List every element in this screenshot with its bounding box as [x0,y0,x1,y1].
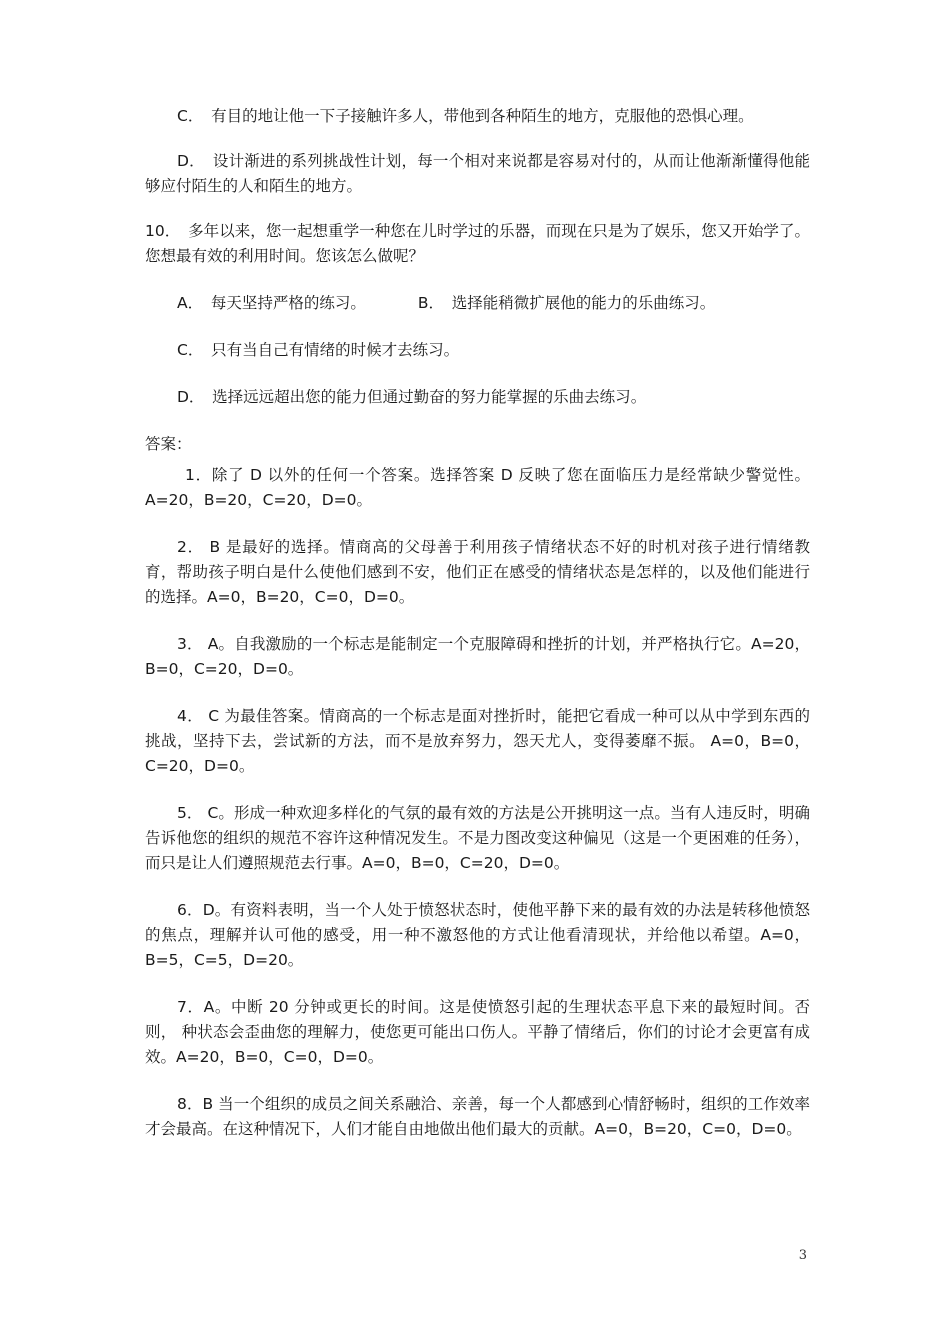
q10-options-ab [145,291,810,316]
answers-heading: 答案： [145,435,192,453]
q10-option-c: C． 只有当自己有情绪的时候才去练习。 [177,341,460,359]
answer-3: 3． A。自我激励的一个标志是能制定一个克服障碍和挫折的计划，并严格执行它。A=20，B=0，C=20，D=0。 [145,635,810,678]
answer-4: 4． C 为最佳答案。情商高的一个标志是面对挫折时，能把它看成一种可以从中学到东西的挑战，坚持下去，尝试新的方法，而不是放弃努力，怨天尤人，变得萎靡不振。 A=0，B=0，C=20，D=0。 [145,707,810,775]
page-number: 3 [798,1248,807,1263]
q9-option-c: C． 有目的地让他一下子接触许多人，带他到各种陌生的地方，克服他的恐惧心理。 [177,107,754,125]
answer-6: 6．D。有资料表明，当一个人处于愤怒状态时，使他平静下来的最有效的办法是转移他愤怒的焦点，理解并认可他的感受，用一种不激怒他的方式让他看清现状，并给他以希望。A=0，B=5，C=5，D=20。 [145,901,810,969]
q10-question: 10． 多年以来，您一起想重学一种您在儿时学过的乐器，而现在只是为了娱乐，您又开始学了。您想最有效的利用时间。您该怎么做呢？ [145,222,810,265]
answer-2: 2． B 是最好的选择。情商高的父母善于利用孩子情绪状态不好的时机对孩子进行情绪教育，帮助孩子明白是什么使他们感到不安，他们正在感受的情绪状态是怎样的，以及他们能进行的选择。A=0，B=20，C=0，D=0。 [145,538,810,606]
q10-option-a: A． 每天坚持严格的练习。 [177,294,366,312]
answer-7: 7．A。中断 20 分钟或更长的时间。这是使愤怒引起的生理状态平息下来的最短时间。否则， 种状态会歪曲您的理解力，使您更可能出口伤人。平静了情绪后，你们的讨论才会更富有成效。A=20，B=0，C=0，D=0。 [145,998,810,1066]
q10-option-b: B． 选择能稍微扩展他的能力的乐曲练习。 [417,294,716,312]
answer-1: 1．除了 D 以外的任何一个答案。选择答案 D 反映了您在面临压力是经常缺少警觉性。A=20，B=20，C=20，D=0。 [145,466,810,509]
answer-5: 5． C。形成一种欢迎多样化的气氛的最有效的方法是公开挑明这一点。当有人违反时，明确告诉他您的组织的规范不容许这种情况发生。不是力图改变这种偏见（这是一个更困难的任务），而只是让人们遵照规范去行事。A=0，B=0，C=20，D=0。 [145,804,810,872]
q10-option-d: D． 选择远远超出您的能力但通过勤奋的努力能掌握的乐曲去练习。 [177,388,647,406]
answer-8: 8．B 当一个组织的成员之间关系融洽、亲善，每一个人都感到心情舒畅时，组织的工作效率才会最高。在这种情况下，人们才能自由地做出他们最大的贡献。A=0，B=20，C=0，D=0。 [145,1095,810,1138]
q9-option-d: D． 设计渐进的系列挑战性计划，每一个相对来说都是容易对付的，从而让他渐渐懂得他能够应付陌生的人和陌生的地方。 [145,152,810,195]
page-content [145,104,810,1142]
